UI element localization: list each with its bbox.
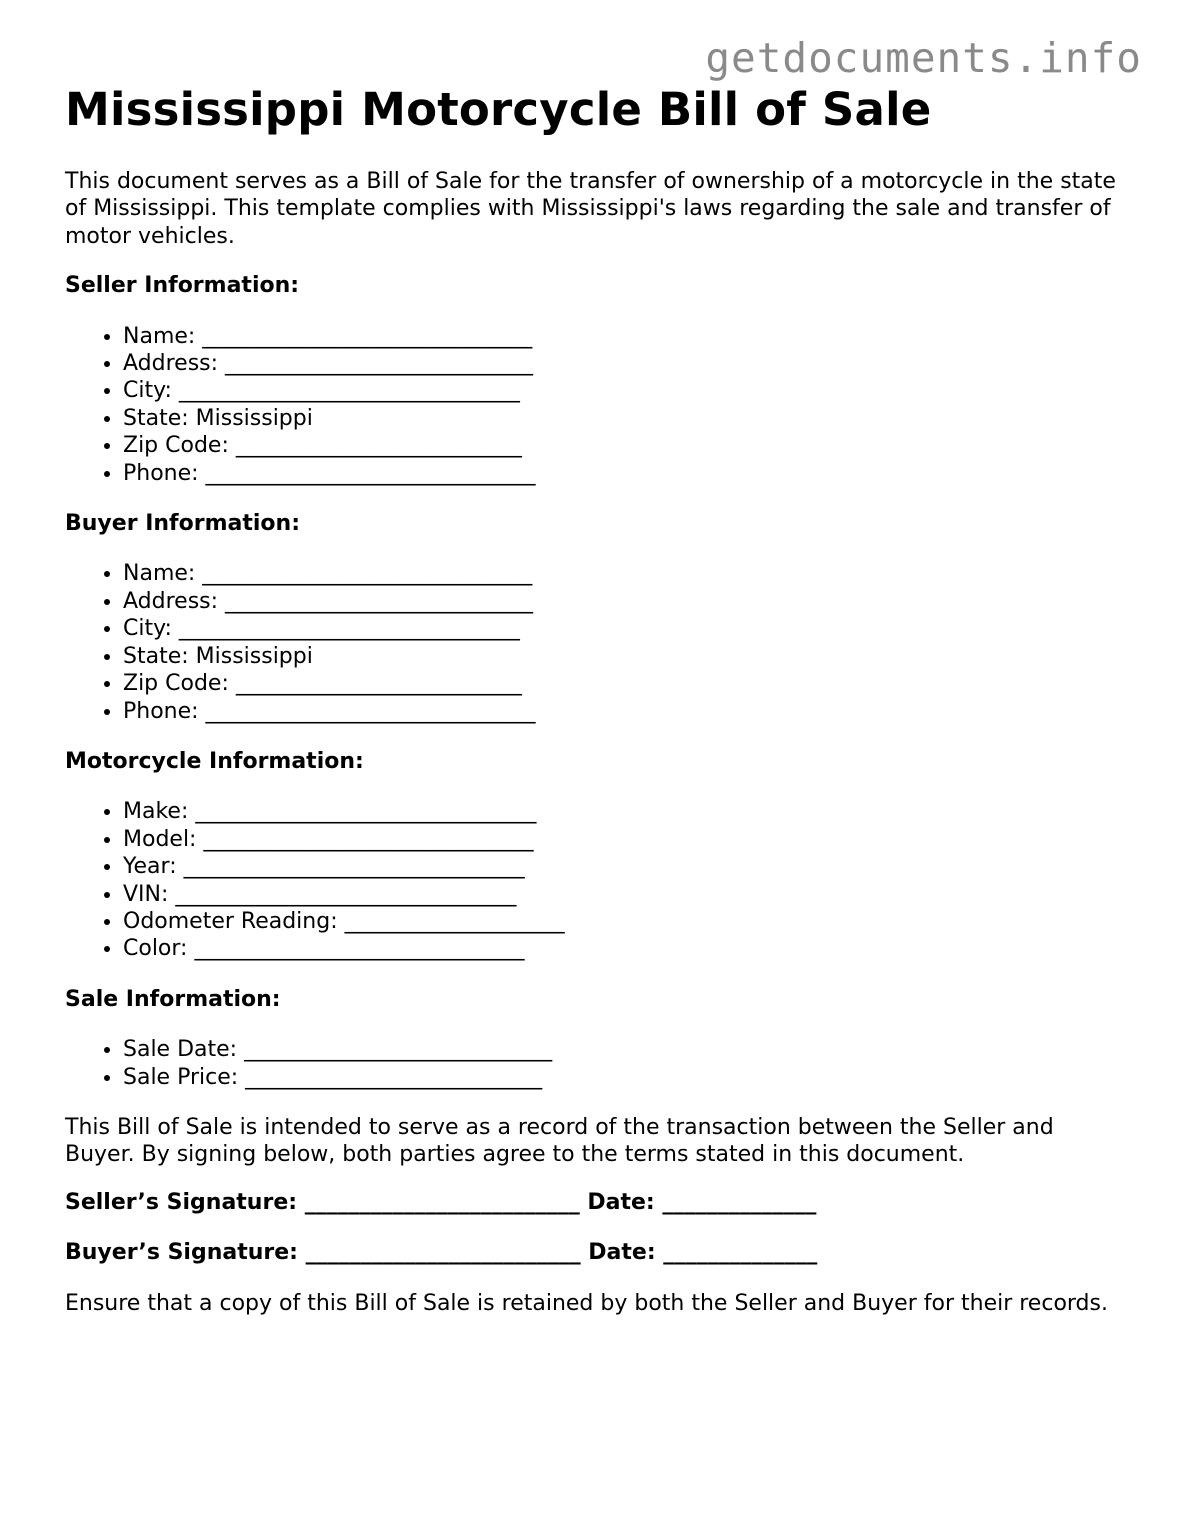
seller-address-field: • Address: ____________________________	[123, 350, 1125, 377]
motorcycle-heading: Motorcycle Information:	[65, 748, 364, 774]
seller-heading: Seller Information:	[65, 273, 300, 299]
closing-paragraph: Ensure that a copy of this Bill of Sale is retained by both the Seller and Buyer for their records.	[65, 1290, 1108, 1316]
seller-list	[65, 323, 1125, 487]
motorcycle-color-field: • Color: ______________________________	[123, 935, 1125, 962]
buyer-phone-field: • Phone: ______________________________	[123, 698, 1125, 725]
statement-paragraph: This Bill of Sale is intended to serve as a record of the transaction between the Seller and Buyer. By signing below, both parties agree to the terms stated in this document.	[65, 1114, 1054, 1168]
seller-phone-field: • Phone: ______________________________	[123, 460, 1125, 487]
seller-state-field: • State: Mississippi	[123, 405, 1125, 432]
document-title: Mississippi Motorcycle Bill of Sale	[65, 83, 932, 136]
buyer-signature-line: Buyer’s Signature: _________________________ Date: ______________	[65, 1240, 818, 1266]
buyer-heading: Buyer Information:	[65, 511, 300, 537]
document-page	[65, 82, 1125, 1337]
sale-date-field: • Sale Date: ____________________________	[123, 1036, 1125, 1063]
buyer-name-field: • Name: ______________________________	[123, 560, 1125, 587]
seller-name-field: • Name: ______________________________	[123, 323, 1125, 350]
motorcycle-year-field: • Year: _______________________________	[123, 853, 1125, 880]
motorcycle-model-field: • Model: ______________________________	[123, 826, 1125, 853]
sale-list	[65, 1036, 1125, 1091]
motorcycle-make-field: • Make: _______________________________	[123, 798, 1125, 825]
motorcycle-vin-field: • VIN: _______________________________	[123, 881, 1125, 908]
motorcycle-list	[65, 798, 1125, 962]
buyer-state-field: • State: Mississippi	[123, 643, 1125, 670]
buyer-zip-field: • Zip Code: __________________________	[123, 670, 1125, 697]
seller-zip-field: • Zip Code: __________________________	[123, 432, 1125, 459]
motorcycle-odometer-field: • Odometer Reading: ____________________	[123, 908, 1125, 935]
sale-heading: Sale Information:	[65, 986, 281, 1012]
buyer-list	[65, 560, 1125, 724]
intro-paragraph: This document serves as a Bill of Sale for the transfer of ownership of a motorcycle in the state of Mississippi. This template complies with Mississippi's laws regarding the sale and transfer of motor vehicles.	[65, 169, 1116, 249]
sale-price-field: • Sale Price: ___________________________	[123, 1064, 1125, 1091]
buyer-address-field: • Address: ____________________________	[123, 588, 1125, 615]
seller-city-field: • City: _______________________________	[123, 377, 1125, 404]
buyer-city-field: • City: _______________________________	[123, 615, 1125, 642]
watermark: getdocuments.info	[705, 34, 1142, 82]
seller-signature-line: Seller’s Signature: _________________________ Date: ______________	[65, 1189, 817, 1215]
